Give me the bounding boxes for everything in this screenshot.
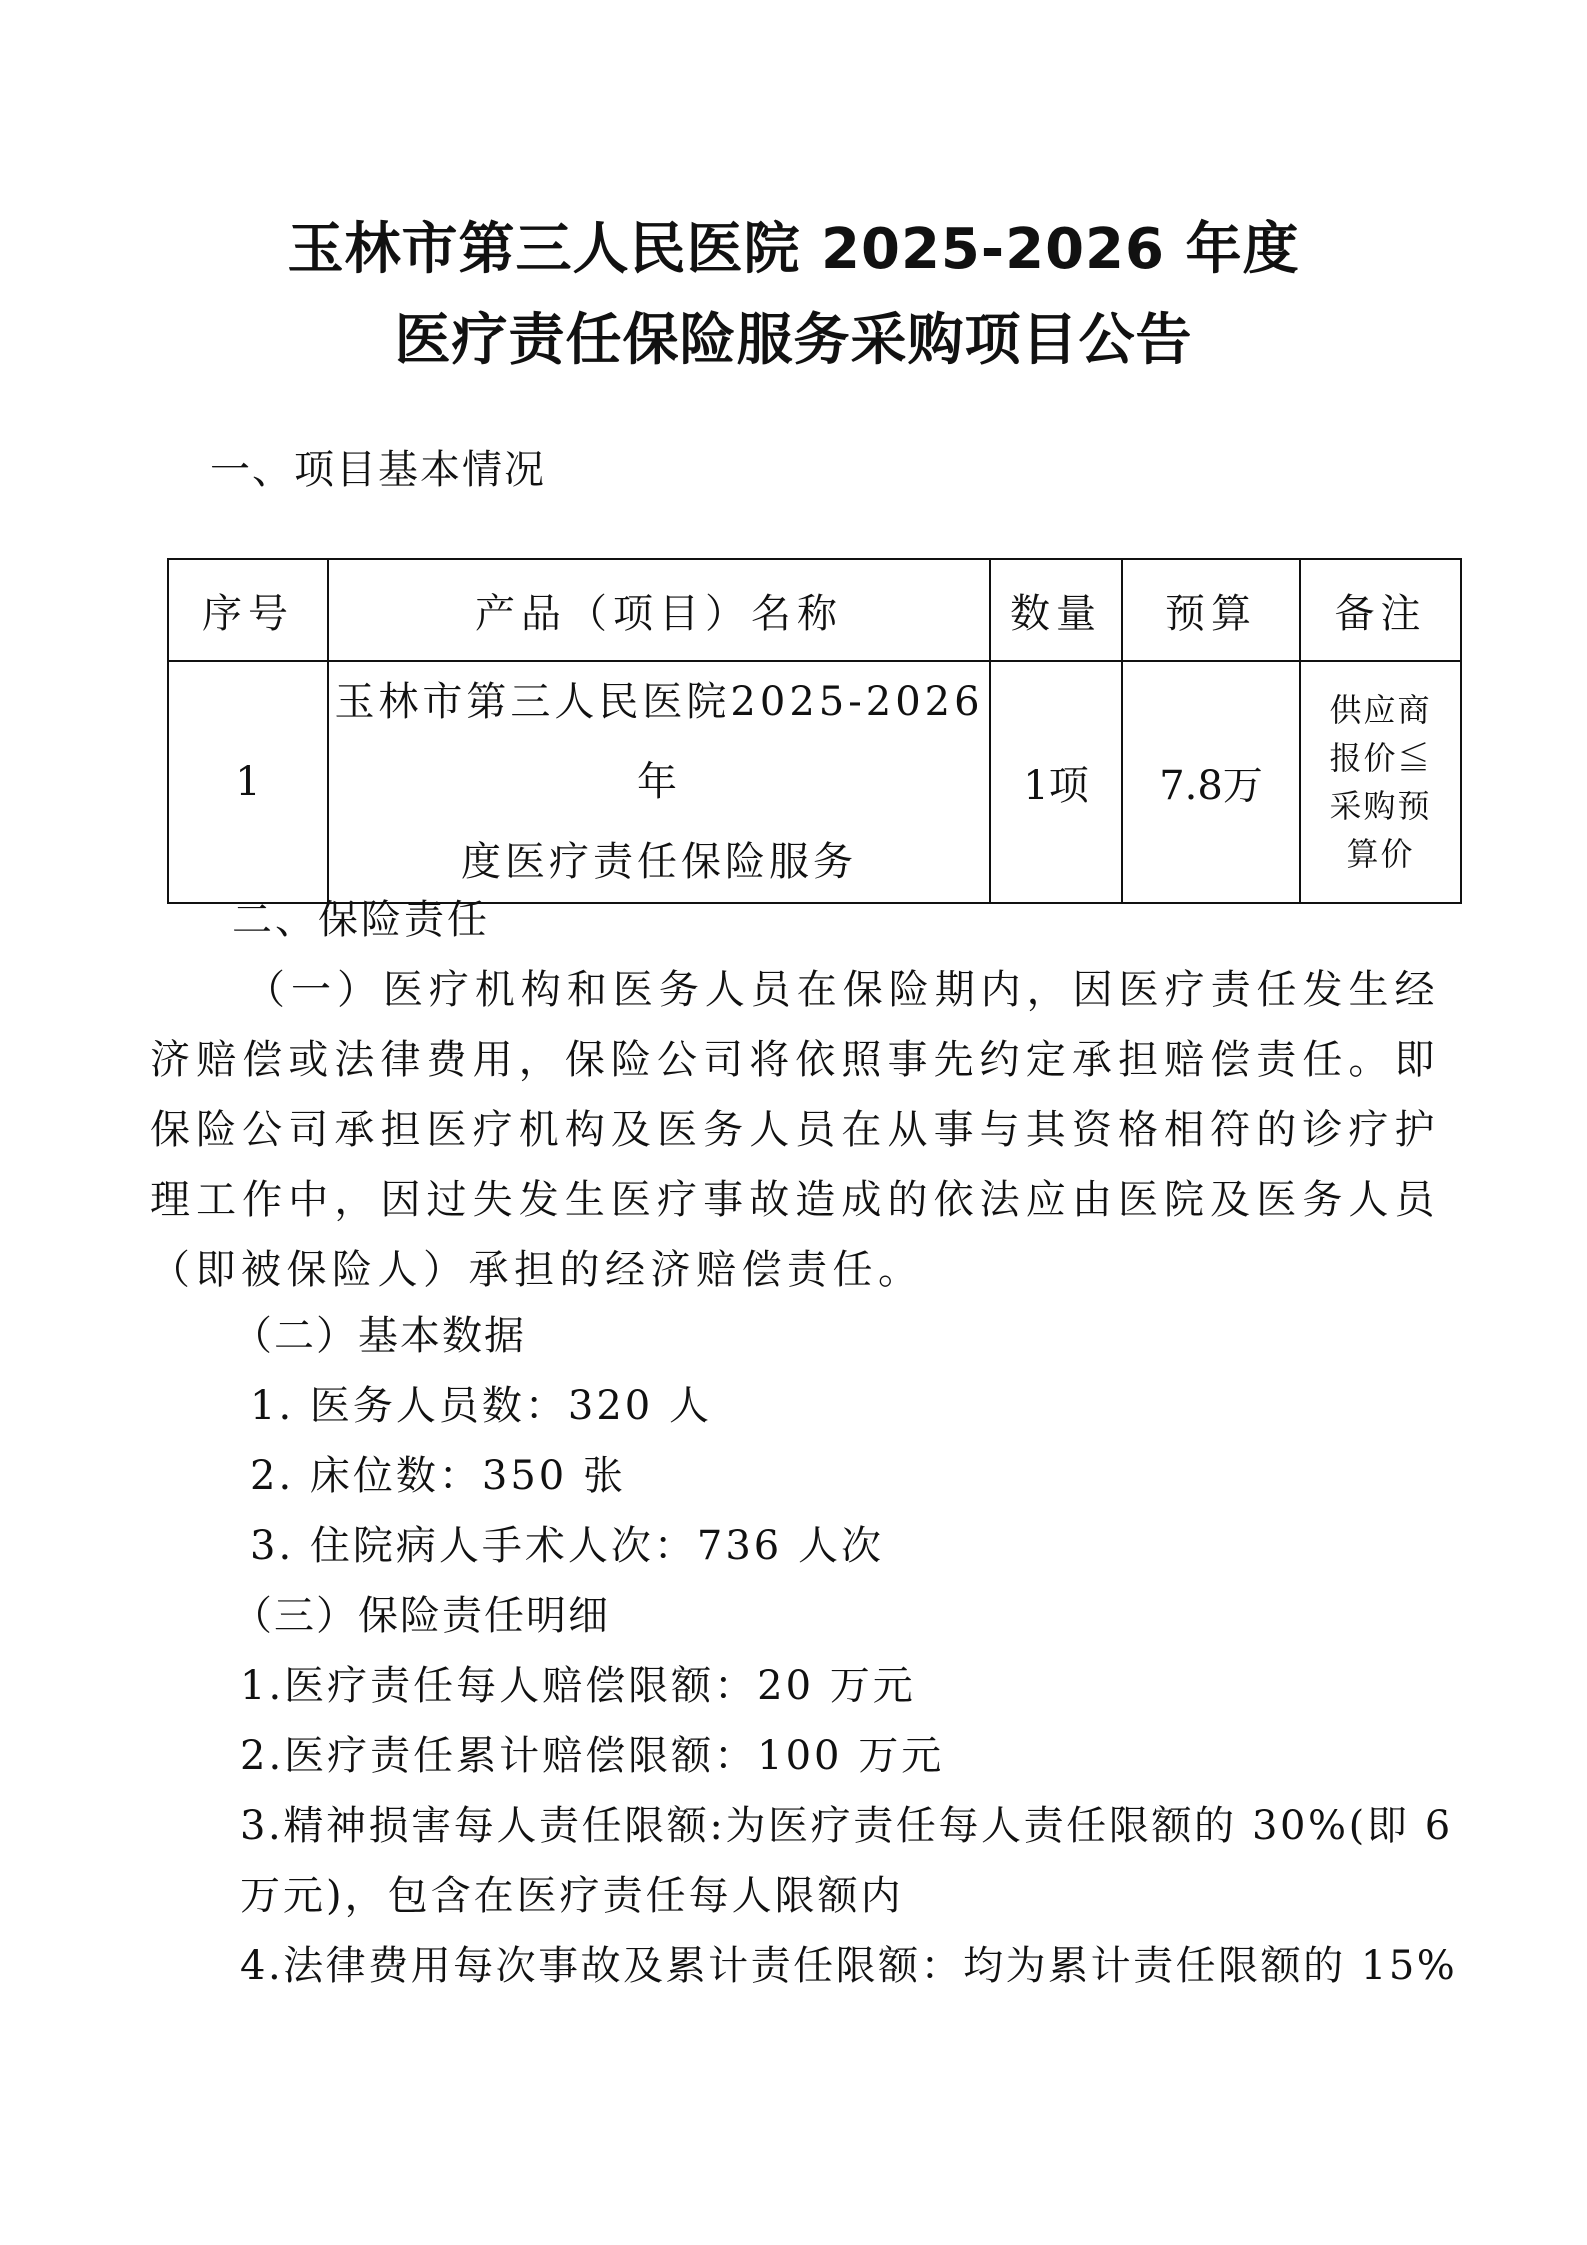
table-header-quantity: 数量 [990, 559, 1122, 661]
section2-heading: 二、保险责任 [232, 897, 490, 943]
row-budget: 7.8万 [1122, 661, 1300, 903]
liability-item: 4.法律费用每次事故及累计责任限额：均为累计责任限额的 15% [240, 1943, 1458, 1989]
table-header-budget: 预算 [1122, 559, 1300, 661]
subsection-basic-data-heading: （二）基本数据 [232, 1313, 526, 1359]
row-index: 1 [168, 661, 328, 903]
table-header-index: 序号 [168, 559, 328, 661]
row-note-line: 采购预 [1329, 787, 1432, 825]
liability-item-continued: 万元)，包含在医疗责任每人限额内 [240, 1873, 904, 1919]
section2-paragraph: （一）医疗机构和医务人员在保险期内，因医疗责任发生经济赔偿或法律费用，保险公司将依照事先约定承担赔偿责任。即保险公司承担医疗机构及医务人员在从事与其资格相符的诊疗护理工作中，因过失发生医疗事故造成的依法应由医院及医务人员（即被保险人）承担的经济赔偿责任。 [150, 967, 1440, 1293]
subsection-liability-heading: （三）保险责任明细 [232, 1593, 610, 1639]
liability-item: 3.精神损害每人责任限额:为医疗责任每人责任限额的 30%(即 6 [240, 1803, 1453, 1849]
table-row [168, 661, 1461, 903]
table-header-note: 备注 [1300, 559, 1461, 661]
data-item: 2. 床位数：350 张 [250, 1453, 626, 1499]
table-header-name: 产品（项目）名称 [328, 559, 990, 661]
document-title-line2: 医疗责任保险服务采购项目公告 [394, 308, 1193, 373]
row-name-line1: 玉林市第三人民医院2025-2026年 [334, 679, 984, 805]
row-note [1300, 661, 1461, 903]
row-name [328, 661, 990, 903]
data-item: 1. 医务人员数：320 人 [250, 1383, 712, 1429]
row-note-line: 报价≦ [1329, 739, 1432, 777]
data-item: 3. 住院病人手术人次：736 人次 [250, 1523, 884, 1569]
liability-item: 1.医疗责任每人赔偿限额：20 万元 [240, 1663, 916, 1709]
row-note-line: 算价 [1346, 835, 1415, 873]
table-header-row [168, 559, 1461, 661]
document-title-line1: 玉林市第三人民医院 2025-2026 年度 [287, 217, 1300, 282]
row-name-line2: 度医疗责任保险服务 [461, 839, 857, 885]
row-note-line: 供应商 [1329, 691, 1432, 729]
section1-heading: 一、项目基本情况 [210, 447, 546, 493]
liability-item: 2.医疗责任累计赔偿限额：100 万元 [240, 1733, 945, 1779]
project-info-table [167, 558, 1462, 904]
row-quantity: 1项 [990, 661, 1122, 903]
